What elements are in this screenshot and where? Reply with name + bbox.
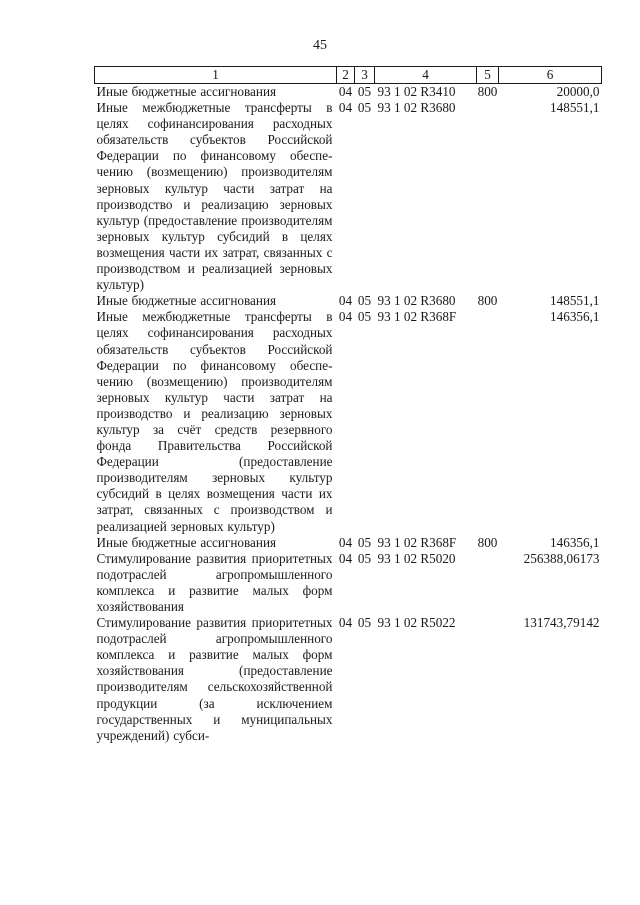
row-csr: 93 1 02 R3680 [377, 100, 456, 116]
row-pr: 05 [357, 100, 372, 116]
row-csr: 93 1 02 R3680 [377, 293, 456, 309]
row-rz: 04 [338, 100, 353, 116]
table-row [95, 84, 602, 101]
row-vr [477, 309, 499, 534]
row-pr: 05 [357, 293, 372, 309]
row-name: Стимулирование развития приоритетных подотраслей агропромышленного комплекса и развитие малых форм хозяйствования (предоставление производителям сельскохозяйственной продукции (за исключением государственных и муниципальных учреждений) субси- [96, 615, 333, 743]
row-pr: 05 [357, 615, 372, 631]
row-amount: 256388,06173 [523, 550, 600, 566]
row-name: Иные межбюджетные трансферты в целях софинансирования расходных обязательств субъектов Российской Федерации по финансовому обеспечению (возмещению) производителям зерновых культур части затрат на производство и реализацию зерновых культур (предоставление производителям зерновых культур субсидий в целях возмещения части их затрат, связанных с производством и реализацией зерновых культур) [96, 100, 333, 293]
row-csr: 93 1 02 R5022 [377, 615, 456, 631]
table-row [95, 615, 602, 744]
row-name: Иные бюджетные ассигнования [96, 534, 277, 550]
row-pr: 05 [357, 309, 372, 325]
table-row [95, 100, 602, 293]
row-name: Стимулирование развития приоритетных подотраслей агропромышленного комплекса и развитие малых форм хозяйствования [96, 550, 333, 614]
row-rz: 04 [338, 550, 353, 566]
row-pr: 05 [357, 84, 372, 99]
row-vr: 800 [477, 84, 498, 99]
row-csr: 93 1 02 R368F [377, 534, 457, 550]
row-vr: 800 [477, 293, 498, 309]
row-csr: 93 1 02 R5020 [377, 550, 456, 566]
row-amount: 131743,79142 [523, 615, 600, 631]
table-row [95, 309, 602, 534]
row-rz: 04 [338, 84, 353, 99]
row-name: Иные бюджетные ассигнования [96, 293, 277, 309]
row-vr [477, 100, 499, 293]
row-amount: 146356,1 [550, 534, 600, 550]
row-vr: 800 [477, 534, 498, 550]
row-name: Иные бюджетные ассигнования [96, 84, 277, 99]
row-amount: 146356,1 [550, 309, 600, 325]
row-rz: 04 [338, 534, 353, 550]
header-col-2: 2 [337, 67, 355, 84]
row-vr [477, 615, 499, 744]
table-header-row [95, 67, 602, 84]
budget-table [94, 66, 602, 744]
table-row [95, 293, 602, 309]
row-name: Иные межбюджетные трансферты в целях софинансирования расходных обязательств субъектов Российской Федерации по финансовому обеспечению (возмещению) производителям зерновых культур части затрат на производство и реализацию зерновых культур за счёт средств резервного фонда Правительства Российской Федерации (предоставление производителям зерновых культур субсидий в целях возмещения части их затрат, связанных с производством и реализацией зерновых культур) [96, 309, 333, 534]
row-pr: 05 [357, 550, 372, 566]
row-amount: 148551,1 [550, 293, 600, 309]
page-number: 45 [313, 38, 327, 53]
header-col-3: 3 [355, 67, 375, 84]
header-col-6: 6 [499, 67, 602, 84]
row-rz: 04 [338, 309, 353, 325]
row-csr: 93 1 02 R3410 [377, 84, 456, 99]
row-amount: 148551,1 [550, 100, 600, 116]
table-row [95, 535, 602, 551]
table-row [95, 551, 602, 615]
header-col-5: 5 [477, 67, 499, 84]
row-vr [477, 551, 499, 615]
row-pr: 05 [357, 534, 372, 550]
row-rz: 04 [338, 293, 353, 309]
row-rz: 04 [338, 615, 353, 631]
row-csr: 93 1 02 R368F [377, 309, 457, 325]
row-amount: 20000,0 [556, 84, 600, 99]
header-col-1: 1 [95, 67, 337, 84]
header-col-4: 4 [375, 67, 477, 84]
